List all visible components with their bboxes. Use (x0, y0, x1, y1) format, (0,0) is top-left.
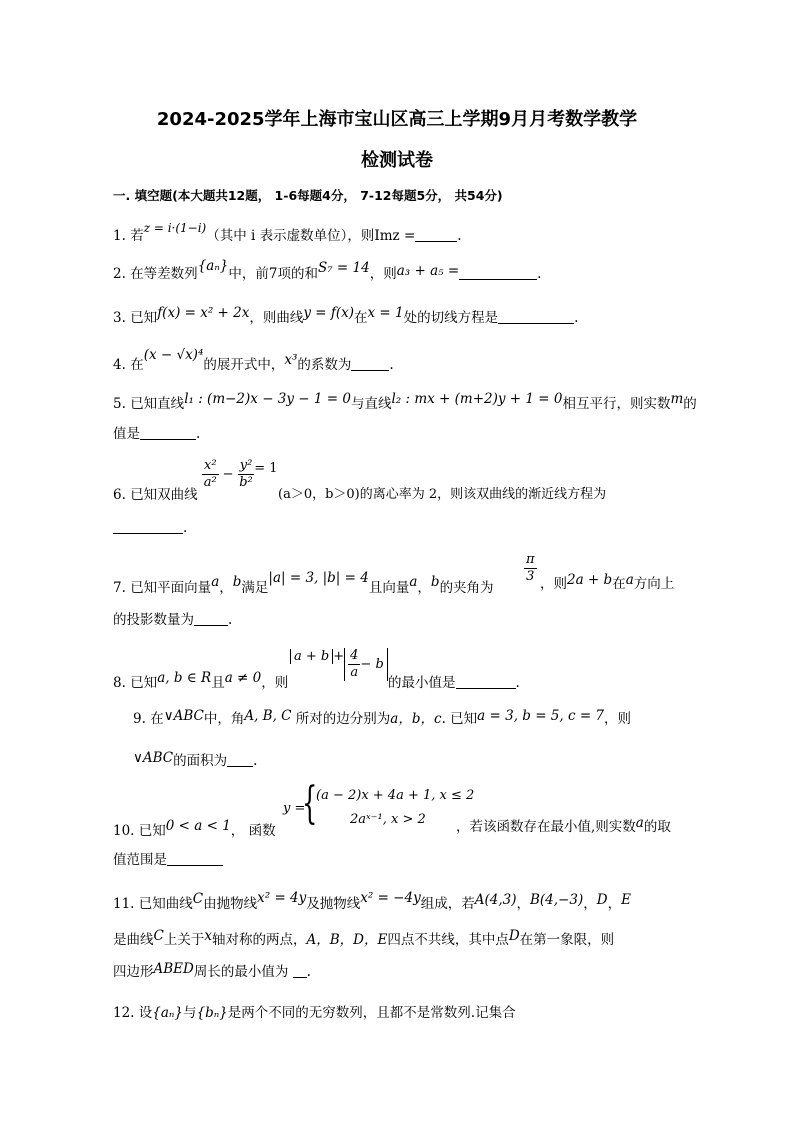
question-6: 6. 已知双曲线 (113, 487, 198, 503)
q10-piece-1: (a − 2)x + 4a + 1, x ≤ 2 (316, 788, 475, 803)
q10-piece-2: 2aˣ⁻¹, x > 2 (350, 812, 426, 827)
question-10-line2: 值范围是 (113, 850, 223, 870)
q8-expression: a + b + $\frac{4}{a}$ − b (290, 648, 388, 681)
question-6-line2: . (113, 518, 187, 538)
question-6-text: (a＞0，b＞0)的离心率为 2，则该双曲线的渐近线方程为 (278, 487, 607, 502)
question-7-line2: 的投影数量为 . (113, 612, 233, 628)
question-1: 1. 若z = i·(1−i)（其中 i 表示虚数单位），则Imz = . (113, 221, 462, 244)
answer-blank (194, 611, 228, 626)
question-8-tail: 的最小值是 . (388, 675, 520, 691)
question-7: 7. 已知平面向量a，b满足|a| = 3, |b| = 4且向量a，b的夹角为 (113, 570, 494, 596)
q6-hyperbola-equation: $\frac{\text{x²}}{\text{a²}}$ − $\frac{\text{y²}}{\text{b²}}$ = 1 (203, 458, 278, 490)
question-8: 8. 已知a, b ∈ R且a ≠ 0，则 (113, 670, 289, 691)
question-10-tail: ，若该函数存在最小值,则实数a的取 (456, 815, 671, 835)
exam-title-line2: 检测试卷 (361, 150, 433, 171)
question-9: 9. 在∨ABC中，角A, B, C 所对的边分别为a，b，c. 已知a = 3, b = 5, c = 7，则 (133, 708, 632, 727)
answer-blank (459, 265, 537, 280)
question-2: 2. 在等差数列{aₙ}中，前7项的和S₇ = 14，则a₃ + a₅ = . (113, 258, 542, 282)
question-5-line2: 值是 . (113, 426, 201, 442)
answer-blank (140, 425, 196, 440)
question-11-line3: 四边形ABED周长的最小值为 . (113, 961, 311, 980)
answer-blank (167, 851, 223, 866)
question-9-line2: ∨ABC的面积为 . (133, 750, 258, 769)
question-11-line2: 是曲线C上关于x轴对称的两点，A，B，D，E四点不共线，其中点D在第一象限，则 (113, 928, 615, 948)
question-4: 4. 在(x − √x)⁴的展开式中，x³的系数为 . (113, 347, 394, 373)
exam-title-line1: 2024-2025学年上海市宝山区高三上学期9月月考数学教学 (156, 109, 638, 130)
answer-blank (113, 519, 183, 534)
answer-blank (498, 309, 574, 324)
question-12: 12. 设{aₙ}与{bₙ}是两个不同的无穷数列，且都不是常数列.记集合 (113, 1005, 516, 1021)
question-5: 5. 已知直线l₁ : (m−2)x − 3y − 1 = 0与直线l₂ : mx + (m+2)y + 1 = 0相互平行，则实数m的 (113, 391, 697, 412)
answer-blank (227, 752, 253, 767)
question-10: 10. 已知0 < a < 1， 函数 (113, 818, 276, 839)
question-11: 11. 已知曲线C由抛物线x² = 4y及抛物线x² = −4y组成，若A(4,3)，B(4,−3)，D，E (113, 890, 631, 912)
answer-blank (351, 356, 389, 371)
answer-blank (415, 227, 457, 242)
section-heading: 一. 填空题(本大题共12题， 1-6每题4分， 7-12每题5分， 共54分) (113, 188, 503, 203)
q10-y-equals: y = (283, 801, 306, 816)
answer-blank (293, 963, 307, 978)
q10-brace: { (302, 778, 318, 829)
question-3: 3. 已知f(x) = x² + 2x，则曲线y = f(x)在x = 1处的切线方程是 . (113, 305, 579, 326)
answer-blank (456, 674, 516, 689)
question-7-tail: ，则2a + b在a方向上 (540, 572, 675, 592)
q7-angle-fraction: $\frac{\pi}{3}$ (526, 552, 535, 584)
q1-expression: z = i·(1−i) (143, 221, 207, 235)
